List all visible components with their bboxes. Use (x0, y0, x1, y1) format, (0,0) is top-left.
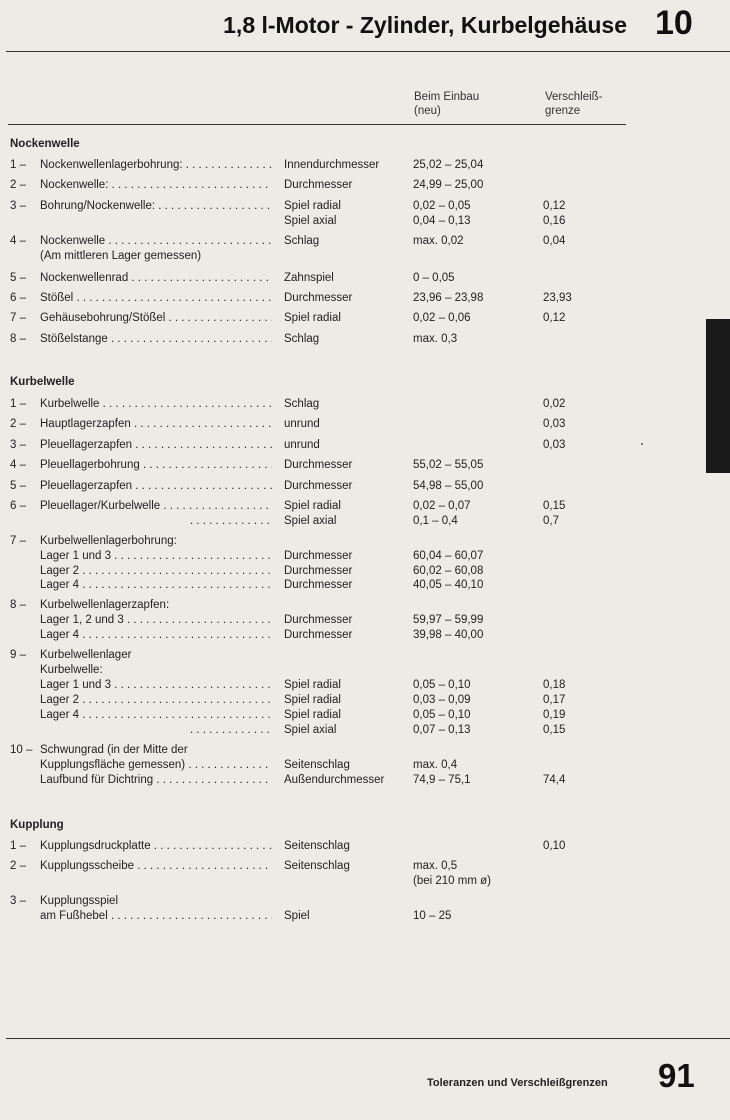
spec-row (0, 564, 700, 579)
item-number: 5 – (10, 272, 26, 284)
spec-row (0, 438, 700, 453)
item-number: 2 – (10, 179, 26, 191)
section-title: Nockenwelle (10, 138, 80, 150)
item-label: Kupplungsfläche gemessen) . . . (40, 758, 272, 773)
wear-limit: 0,18 (543, 679, 566, 691)
item-label: Kupplungsdruckplatte . . . (40, 839, 272, 854)
value-new: 59,97 – 59,99 (413, 614, 484, 626)
spec-row (0, 859, 700, 874)
item-label: Kurbelwelle . . . (40, 397, 272, 412)
measure-type: Spiel radial (284, 500, 341, 512)
value-new: max. 0,02 (413, 235, 464, 247)
header-rule (6, 51, 730, 52)
measure-type: Seitenschlag (284, 759, 350, 771)
value-new: 0,02 – 0,07 (413, 500, 471, 512)
spec-row (0, 271, 700, 286)
spec-row (0, 458, 700, 473)
item-number: 6 – (10, 292, 26, 304)
wear-limit: 23,93 (543, 292, 572, 304)
measure-type: Durchmesser (284, 629, 353, 641)
spec-row (0, 311, 700, 326)
item-label: Lager 4 . . . (40, 578, 272, 593)
column-header-new-text: Beim Einbau (neu) (414, 91, 480, 117)
spec-row (0, 743, 700, 758)
item-label: Bohrung/Nockenwelle: . . . (40, 199, 272, 214)
value-new: 60,04 – 60,07 (413, 550, 484, 562)
measure-type: Außendurchmesser (284, 774, 385, 786)
spec-row (0, 234, 700, 249)
item-number: 3 – (10, 200, 26, 212)
measure-type: Durchmesser (284, 459, 353, 471)
item-label: Pleuellagerbohrung . . . (40, 458, 272, 473)
value-new: 0,05 – 0,10 (413, 709, 471, 721)
spec-row (0, 839, 700, 854)
wear-limit: 0,03 (543, 439, 566, 451)
measure-type: Zahnspiel (284, 272, 334, 284)
spec-row (0, 578, 700, 593)
item-label: Kupplungsspiel (40, 895, 119, 907)
measure-type: Spiel (284, 910, 310, 922)
item-label: Kurbelwellenlagerbohrung: (40, 535, 177, 547)
item-number: 1 – (10, 159, 26, 171)
section-title: Kupplung (10, 819, 64, 831)
value-new: 0,02 – 0,05 (413, 200, 471, 212)
value-new: 55,02 – 55,05 (413, 459, 484, 471)
measure-type: Seitenschlag (284, 860, 350, 872)
measure-type: Schlag (284, 398, 320, 410)
item-number: 9 – (10, 649, 26, 661)
wear-limit: 0,10 (543, 840, 566, 852)
value-new: 24,99 – 25,00 (413, 179, 484, 191)
item-label: am Fußhebel . . . (40, 909, 272, 924)
measure-type: Durchmesser (284, 579, 353, 591)
value-new: 0,03 – 0,09 (413, 694, 471, 706)
value-new: 0,04 – 0,13 (413, 215, 471, 227)
wear-limit: 0,03 (543, 418, 566, 430)
item-number: 1 – (10, 398, 26, 410)
item-label: Schwungrad (in der Mitte der (40, 744, 188, 756)
value-new: 39,98 – 40,00 (413, 629, 484, 641)
item-label: Nockenwellenlagerbohrung: . . . (40, 158, 272, 173)
wear-limit: 0,15 (543, 724, 566, 736)
footer-title: Toleranzen und Verschleißgrenzen (427, 1077, 608, 1089)
spec-row (0, 178, 700, 193)
measure-type: Spiel axial (284, 215, 337, 227)
value-new: 25,02 – 25,04 (413, 159, 484, 171)
measure-type: Durchmesser (284, 550, 353, 562)
item-label: Lager 4 . . . (40, 708, 272, 723)
footer-rule (6, 1038, 730, 1039)
spec-row (0, 199, 700, 214)
wear-limit: 74,4 (543, 774, 566, 786)
page-number: 91 (658, 1057, 695, 1094)
item-label: Nockenwellenrad . . . (40, 271, 272, 286)
item-label: Nockenwelle: . . . (40, 178, 272, 193)
chapter-thumb-tab (706, 319, 730, 473)
value-new: 74,9 – 75,1 (413, 774, 471, 786)
value-new: 40,05 – 40,10 (413, 579, 484, 591)
spec-row (0, 758, 700, 773)
item-label: Pleuellagerzapfen . . . (40, 479, 272, 494)
item-number: 5 – (10, 480, 26, 492)
column-header-new (414, 90, 479, 118)
measure-type: unrund (284, 439, 320, 451)
value-new: max. 0,4 (413, 759, 458, 771)
measure-type: unrund (284, 418, 320, 430)
wear-limit: 0,02 (543, 398, 566, 410)
item-label: Lager 4 . . . (40, 628, 272, 643)
measure-type: Spiel radial (284, 200, 341, 212)
spec-row (0, 332, 700, 347)
item-label: Laufbund für Dichtring . . . (40, 773, 272, 788)
measure-type: Durchmesser (284, 179, 353, 191)
spec-row (0, 499, 700, 514)
item-label: Kurbelwelle: (40, 664, 103, 676)
wear-limit: 0,04 (543, 235, 566, 247)
wear-limit: 0,7 (543, 515, 559, 527)
spec-row (0, 678, 700, 693)
spec-row (0, 628, 700, 643)
item-label: Lager 1 und 3 . . . (40, 549, 272, 564)
item-number: 7 – (10, 312, 26, 324)
measure-type: Spiel radial (284, 709, 341, 721)
spec-row (0, 708, 700, 723)
item-number: 3 – (10, 895, 26, 907)
item-label: Stößelstange . . . (40, 332, 272, 347)
measure-type: Spiel axial (284, 515, 337, 527)
column-header-limit (545, 90, 603, 118)
spec-row (0, 417, 700, 432)
wear-limit: 0,16 (543, 215, 566, 227)
spec-row (0, 648, 700, 663)
value-new: 54,98 – 55,00 (413, 480, 484, 492)
measure-type: Durchmesser (284, 614, 353, 626)
item-label: Pleuellager/Kurbelwelle . . . (40, 499, 272, 514)
column-header-rule (8, 124, 626, 125)
spec-row (0, 693, 700, 708)
item-number: 8 – (10, 599, 26, 611)
value-new: 23,96 – 23,98 (413, 292, 484, 304)
spec-row (0, 598, 700, 613)
item-label: (Am mittleren Lager gemessen) (40, 250, 202, 262)
item-label: Lager 1 und 3 . . . (40, 678, 272, 693)
spec-row (0, 214, 700, 229)
spec-row (0, 479, 700, 494)
item-label: Gehäusebohrung/Stößel . . . (40, 311, 272, 326)
item-number: 8 – (10, 333, 26, 345)
wear-limit: 0,15 (543, 500, 566, 512)
value-new: 10 – 25 (413, 910, 452, 922)
value-new: 0,05 – 0,10 (413, 679, 471, 691)
spec-row (0, 909, 700, 924)
item-number: 10 – (10, 744, 33, 756)
measure-type: Schlag (284, 235, 320, 247)
measure-type: Spiel radial (284, 679, 341, 691)
item-label: Kupplungsscheibe . . . (40, 859, 272, 874)
measure-type: Schlag (284, 333, 320, 345)
measure-type: Durchmesser (284, 292, 353, 304)
item-number: 2 – (10, 418, 26, 430)
value-new: max. 0,3 (413, 333, 458, 345)
spec-row (0, 874, 700, 889)
item-label: Kurbelwellenlagerzapfen: (40, 599, 170, 611)
page-title: 1,8 l-Motor - Zylinder, Kurbelgehäuse (223, 12, 627, 38)
spec-row (0, 514, 700, 529)
section-title: Kurbelwelle (10, 376, 75, 388)
item-number: 4 – (10, 459, 26, 471)
wear-limit: 0,19 (543, 709, 566, 721)
measure-type: Durchmesser (284, 565, 353, 577)
spec-row (0, 723, 700, 738)
spec-row (0, 397, 700, 412)
item-label: Nockenwelle . . . (40, 234, 272, 249)
item-label: Lager 2 . . . (40, 564, 272, 579)
chapter-number: 10 (655, 4, 693, 42)
value-new: 0 – 0,05 (413, 272, 455, 284)
value-new: max. 0,5 (413, 860, 458, 872)
wear-limit: 0,17 (543, 694, 566, 706)
value-new: 60,02 – 60,08 (413, 565, 484, 577)
measure-type: Durchmesser (284, 480, 353, 492)
item-number: 1 – (10, 840, 26, 852)
measure-type: Spiel axial (284, 724, 337, 736)
item-label: Kurbelwellenlager (40, 649, 132, 661)
item-label: Lager 2 . . . (40, 693, 272, 708)
wear-limit: 0,12 (543, 312, 566, 324)
item-number: 2 – (10, 860, 26, 872)
value-new: 0,1 – 0,4 (413, 515, 458, 527)
spec-row (0, 291, 700, 306)
spec-row (0, 613, 700, 628)
value-new: 0,02 – 0,06 (413, 312, 471, 324)
spec-row (0, 773, 700, 788)
spec-row (0, 249, 700, 264)
item-label (190, 514, 272, 529)
item-number: 4 – (10, 235, 26, 247)
measure-type: Seitenschlag (284, 840, 350, 852)
spec-row (0, 663, 700, 678)
item-label: Lager 1, 2 und 3 . . . (40, 613, 272, 628)
item-label: Pleuellagerzapfen . . . (40, 438, 272, 453)
item-label (190, 723, 272, 738)
spec-row (0, 894, 700, 909)
item-number: 3 – (10, 439, 26, 451)
item-number: 6 – (10, 500, 26, 512)
measure-type: Spiel radial (284, 312, 341, 324)
spec-row (0, 534, 700, 549)
wear-limit: 0,12 (543, 200, 566, 212)
value-new: (bei 210 mm ø) (413, 875, 491, 887)
column-header-limit-text: Verschleiß- grenze (545, 91, 603, 117)
item-number: 7 – (10, 535, 26, 547)
item-label: Hauptlagerzapfen . . . (40, 417, 272, 432)
value-new: 0,07 – 0,13 (413, 724, 471, 736)
measure-type: Innendurchmesser (284, 159, 380, 171)
measure-type: Spiel radial (284, 694, 341, 706)
spec-row (0, 158, 700, 173)
spec-row (0, 549, 700, 564)
item-label: Stößel . . . (40, 291, 272, 306)
